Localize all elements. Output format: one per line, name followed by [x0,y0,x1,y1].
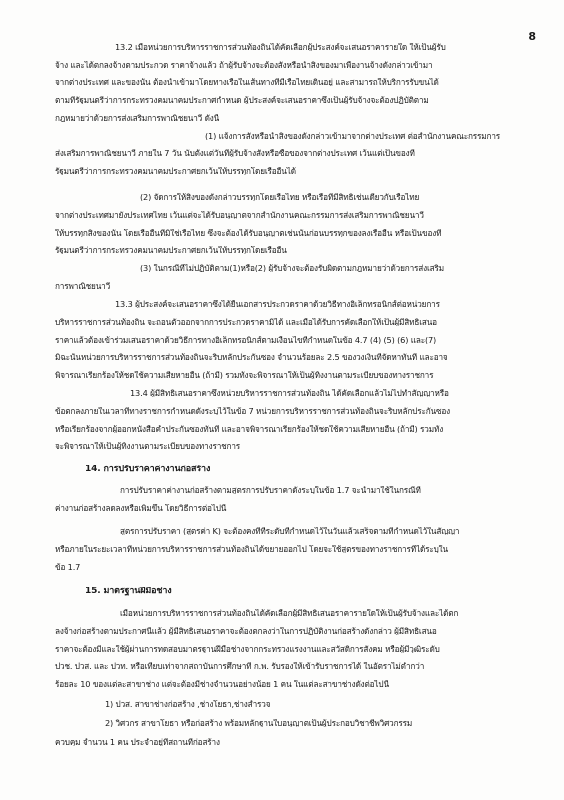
text-line: ให้บรรทุกสิ่งของนั้น โดยเรืออื่นที่มิใช่เรือไทย ซึ่งจะต้องได้รับอนุญาตเช่นนั้นก่อนบรรทุกของลงเรืออื่น หรือเป็นของที่ [55,229,442,238]
text-line: การพาณิชยนาวี [55,282,111,291]
text-line: ราคาแล้วต้องเข้าร่วมเสนอราคาด้วยวิธีการทางอิเล็กทรอนิกส์ตามเงื่อนไขที่กำหนดในข้อ 4.7 (4) (5) (6) และ(7) [55,336,437,345]
text-line: จ้าง และได้ตกลงจ้างตามประกวด ราคาจ้างแล้ว ถ้าผู้รับจ้างจะต้องสั่งหรือนำสิ่งของมาเพื่องานจ้างดังกล่าวเข้ามา [55,61,433,70]
text-line: บริหารราชการส่วนท้องถิ่น จะถอนตัวออกจากการประกวดราคามิได้ และเมื่อได้รับการคัดเลือกให้เป็นผู้มีสิทธิเสนอ [55,318,437,327]
text-line: การปรับราคาค่างานก่อสร้างตามสูตรการปรับราคาดังระบุในข้อ 1.7 จะนำมาใช้ในกรณีที่ [120,486,421,495]
text-line: 13.2 เมื่อหน่วยการบริหารราชการส่วนท้องถิ่นได้คัดเลือกผู้ประสงค์จะเสนอราคารายใด ให้เป็นผู้รับ [115,43,446,52]
text-line: ข้อตกลงภายในเวลาที่ทางราชการกำหนดดังระบุไว้ในข้อ 7 หน่วยการบริหารราชการส่วนท้องถิ่นจะริบหลักประกันซอง [55,407,450,416]
text-line: สูตรการปรับราคา (สูตรค่า K) จะต้องคงที่ที่ระดับที่กำหนดไว้ในวันแล้วเสร็จตามที่กำหนดไว้ในสัญญา [120,527,460,536]
text-line: พิจารณาเรียกร้องให้ชดใช้ความเสียหายอื่น (ถ้ามี) รวมทั้งจะพิจารณาให้เป็นผู้ทิ้งงานตามระเบียบของทางราชการ [55,371,434,380]
text-line: ราคาจะต้องมีและใช้ผู้ผ่านการทดสอบมาตรฐานฝีมือช่างจากกระทรวงแรงงานและสวัสดิการสังคม หรือผู้มีวุฒิระดับ [55,645,440,654]
text-line: มิฉะนั้นหน่วยการบริหารราชการส่วนท้องถิ่นจะริบหลักประกันซอง จำนวนร้อยละ 2.5 ของวงเงินที่จัดหาทันที และอาจ [55,353,448,362]
text-line: ร้อยละ 10 ของแต่ละสาขาช่าง แต่จะต้องมีช่างจำนวนอย่างน้อย 1 คน ในแต่ละสาขาช่างดังต่อไปนี้ [55,680,389,689]
text-line: ปวช. ปวส. และ ปวท. หรือเทียบเท่าจากสถาบันการศึกษาที่ ก.พ. รับรองให้เข้ารับราชการได้ ในอัตราไม่ต่ำกว่า [55,662,425,671]
text-line: รัฐมนตรีว่าการกระทรวงคมนาคมประกาศยกเว้นให้บรรทุกโดยเรืออื่น [55,246,287,255]
text-line: หรือเรียกร้องจากผู้ออกหนังสือค้ำประกันซองทันที และอาจพิจารณาเรียกร้องให้ชดใช้ความเสียหายอื่น (ถ้ามี) รวมทั้ง [55,425,444,434]
text-line: (3) ในกรณีที่ไม่ปฏิบัติตาม(1)หรือ(2) ผู้รับจ้างจะต้องรับผิดตามกฎหมายว่าด้วยการส่งเสริม [140,264,444,273]
text-line: ข้อ 1.7 [55,563,81,572]
text-line: 2) วิศวกร สาขาโยธา หรือก่อสร้าง พร้อมหลักฐานใบอนุญาตเป็นผู้ประกอบวิชาชีพวิศวกรรม [105,719,413,728]
text-line: รัฐมนตรีว่าการกระทรวงคมนาคมประกาศยกเว้นให้บรรทุกโดยเรืออื่นได้ [55,167,296,176]
text-line: ส่งเสริมการพาณิชยนาวี ภายใน 7 วัน นับตั้งแต่วันที่ผู้รับจ้างสั่งหรือซื้อของจากต่างประเทศ เว้นแต่เป็นของที่ [55,149,415,158]
text-line: จะพิจารณาให้เป็นผู้ทิ้งงานตามระเบียบของทางราชการ [55,442,241,451]
text-line: เมื่อหน่วยการบริหารราชการส่วนท้องถิ่นได้คัดเลือกผู้มีสิทธิเสนอราคารายใดให้เป็นผู้รับจ้างและได้ตก [120,609,459,618]
text-line: ลงจ้างก่อสร้างตามประกาศนี้แล้ว ผู้มีสิทธิเสนอราคาจะต้องตกลงว่าในการปฏิบัติงานก่อสร้างดังกล่าว ผู้มีสิทธิเสนอ [55,627,437,636]
text-line: (2) จัดการให้สิ่งของดังกล่าวบรรทุกโดยเรือไทย หรือเรือที่มีสิทธิเช่นเดียวกับเรือไทย [140,193,420,202]
text-line: หรือภายในระยะเวลาที่หน่วยการบริหารราชการส่วนท้องถิ่นได้ขยายออกไป โดยจะใช้สูตรของทางราชการที่ได้ระบุใน [55,545,448,554]
text-line: 13.3 ผู้ประสงค์จะเสนอราคาซึ่งได้ยื่นเอกสารประกวดราคาด้วยวิธีทางอิเล็กทรอนิกส์ต่อหน่วยการ [115,300,440,309]
text-line: ตามที่รัฐมนตรีว่าการกระทรวงคมนาคมประกาศกำหนด ผู้ประสงค์จะเสนอราคาซึ่งเป็นผู้รับจ้างจะต้องปฏิบัติตาม [55,96,429,105]
text-line: กฎหมายว่าด้วยการส่งเสริมการพาณิชยนาวี ดังนี้ [55,114,220,123]
text-line: ค่างานก่อสร้างลดลงหรือเพิ่มขึ้น โดยวิธีการต่อไปนี้ [55,504,227,513]
text-line: ควบคุม จำนวน 1 คน ประจำอยู่ที่สถานที่ก่อสร้าง [55,738,220,747]
text-line: จากต่างประเทศ และของนั้น ต้องนำเข้ามาโดยทางเรือในเส้นทางที่มีเรือไทยเดินอยู่ และสามารถให้บริการรับขนได้ [55,78,439,87]
text-line: 13.4 ผู้มีสิทธิเสนอราคาซึ่งหน่วยบริหารราชการส่วนท้องถิ่น ได้คัดเลือกแล้วไม่ไปทำสัญญาหรือ [130,389,449,398]
text-line: (1) แจ้งการสั่งหรือนำสิ่งของดังกล่าวเข้ามาจากต่างประเทศ ต่อสำนักงานคณะกรรมการ [205,132,501,141]
page-number: 8 [528,30,536,43]
text-line: จากต่างประเทศมายังประเทศไทย เว้นแต่จะได้รับอนุญาตจากสำนักงานคณะกรรมการส่งเสริมการพาณิชยนาวี [55,211,424,220]
section-heading: 14. การปรับราคาค่างานก่อสร้าง [85,465,211,474]
text-line: 1) ปวส. สาขาช่างก่อสร้าง ,ช่างโยธา,ช่างสำรวจ [105,700,271,709]
section-heading: 15. มาตรฐานฝีมือช่าง [85,587,172,596]
